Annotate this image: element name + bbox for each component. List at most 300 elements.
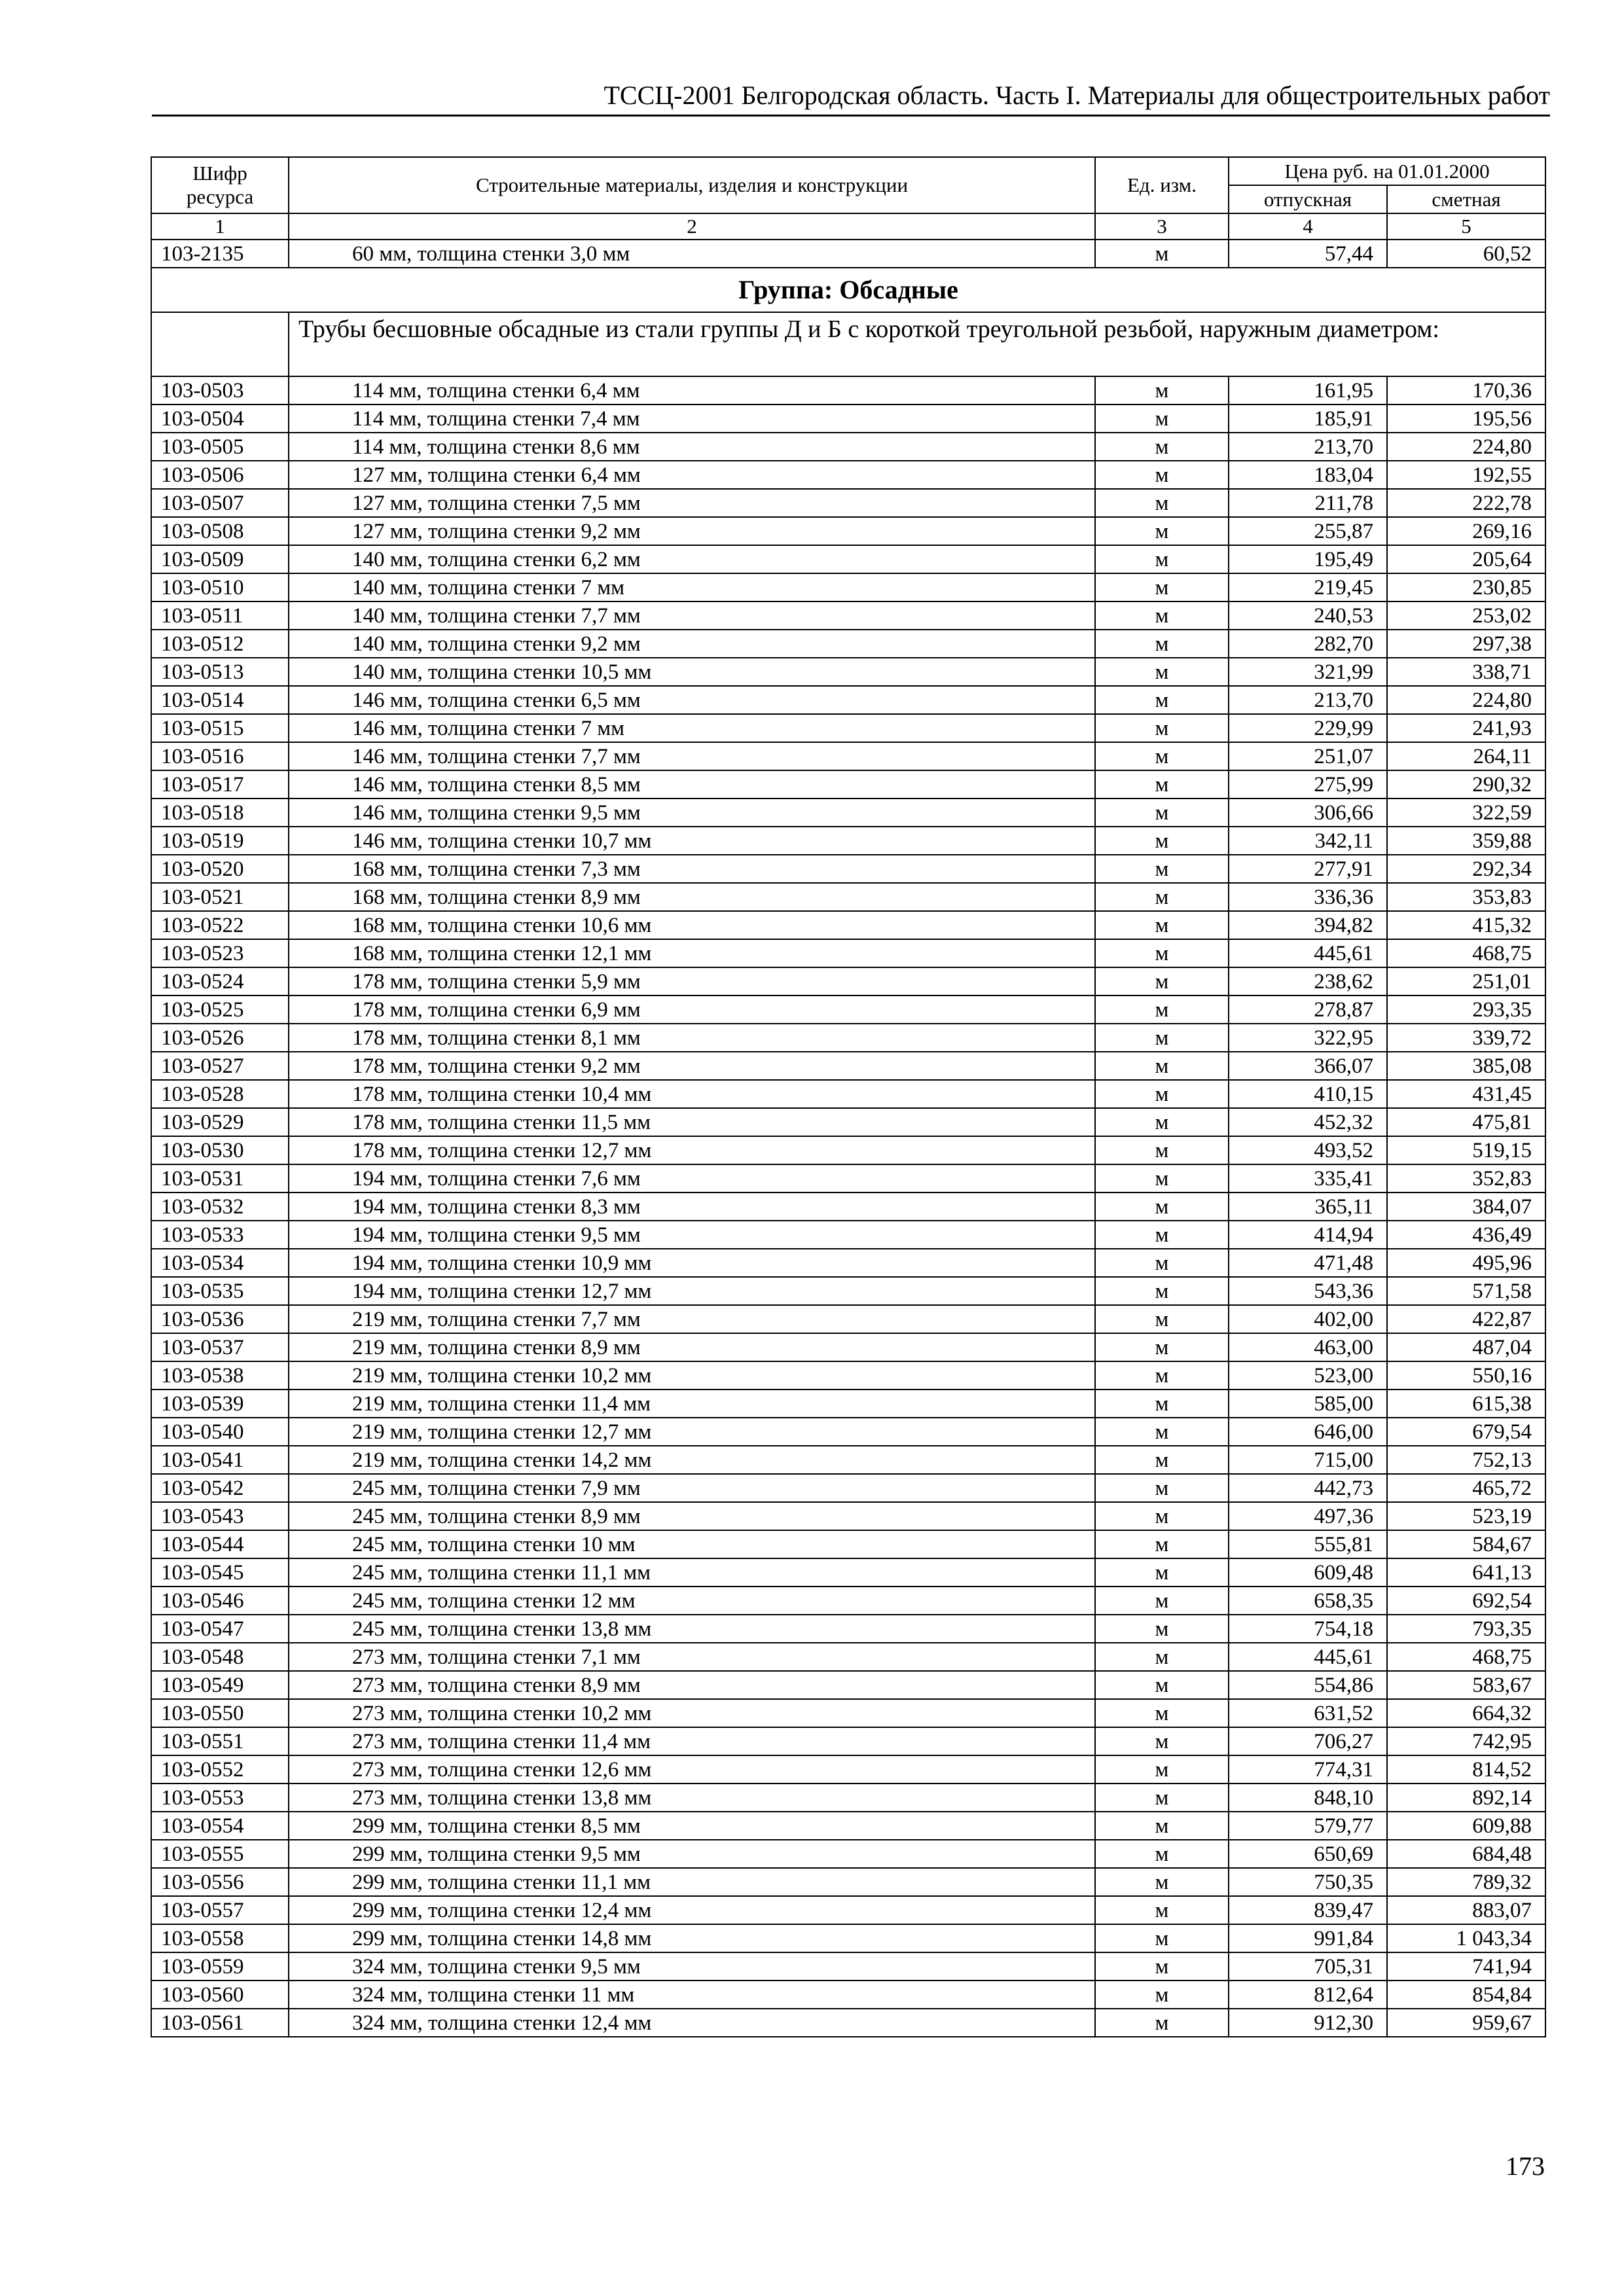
table-row [151,1755,1545,1784]
resource-code-cell: 103-0506 [151,461,289,489]
estimate-price-cell: 241,93 [1387,714,1545,742]
table-row [151,1277,1545,1305]
release-price-cell: 321,99 [1229,658,1387,686]
release-price-cell: 306,66 [1229,798,1387,827]
resource-code-cell: 103-0503 [151,376,289,404]
release-price-cell: 394,82 [1229,911,1387,939]
material-name-cell: 245 мм, толщина стенки 10 мм [289,1530,1095,1558]
material-name-cell: 140 мм, толщина стенки 10,5 мм [289,658,1095,686]
release-price-cell: 452,32 [1229,1108,1387,1136]
table-row [151,2009,1545,2037]
resource-code-cell: 103-0554 [151,1812,289,1840]
unit-cell: м [1095,1108,1229,1136]
resource-code-cell: 103-0550 [151,1699,289,1727]
material-name-cell: 245 мм, толщина стенки 13,8 мм [289,1615,1095,1643]
resource-code-cell: 103-0543 [151,1502,289,1530]
estimate-price-cell: 251,01 [1387,967,1545,996]
estimate-price-cell: 814,52 [1387,1755,1545,1784]
material-name-cell: 273 мм, толщина стенки 13,8 мм [289,1784,1095,1812]
estimate-price-cell: 664,32 [1387,1699,1545,1727]
material-name-cell: 194 мм, толщина стенки 9,5 мм [289,1221,1095,1249]
estimate-price-cell: 495,96 [1387,1249,1545,1277]
resource-code-cell: 103-0526 [151,1024,289,1052]
table-row [151,996,1545,1024]
table-row [151,433,1545,461]
unit-cell: м [1095,1812,1229,1840]
price-table [151,156,1546,2037]
resource-code-cell: 103-0513 [151,658,289,686]
table-row [151,240,1545,268]
unit-cell: м [1095,1615,1229,1643]
resource-code-cell: 103-0541 [151,1446,289,1474]
material-name-cell: 299 мм, толщина стенки 14,8 мм [289,1924,1095,1952]
release-price-cell: 912,30 [1229,2009,1387,2037]
unit-cell: м [1095,461,1229,489]
material-name-cell: 168 мм, толщина стенки 12,1 мм [289,939,1095,967]
material-name-cell: 140 мм, толщина стенки 9,2 мм [289,630,1095,658]
release-price-cell: 238,62 [1229,967,1387,996]
table-row [151,601,1545,630]
table-row [151,1502,1545,1530]
estimate-price-cell: 195,56 [1387,404,1545,433]
table-row [151,1727,1545,1755]
estimate-price-cell: 192,55 [1387,461,1545,489]
unit-cell: м [1095,1530,1229,1558]
material-name-cell: 140 мм, толщина стенки 7,7 мм [289,601,1095,630]
table-row [151,742,1545,770]
material-name-cell: 168 мм, толщина стенки 8,9 мм [289,883,1095,911]
table-row [151,1587,1545,1615]
material-name-cell: 273 мм, толщина стенки 8,9 мм [289,1671,1095,1699]
release-price-cell: 213,70 [1229,686,1387,714]
release-price-cell: 631,52 [1229,1699,1387,1727]
column-number: 1 [151,213,289,240]
resource-code-cell: 103-0521 [151,883,289,911]
release-price-cell: 255,87 [1229,517,1387,545]
release-price-cell: 839,47 [1229,1896,1387,1924]
unit-cell: м [1095,1474,1229,1502]
resource-code-cell: 103-0547 [151,1615,289,1643]
estimate-price-cell: 353,83 [1387,883,1545,911]
header-divider [152,115,1550,117]
table-row [151,1558,1545,1587]
group-title-row [151,268,1545,312]
release-price-cell: 497,36 [1229,1502,1387,1530]
table-row [151,1643,1545,1671]
material-name-cell: 324 мм, толщина стенки 11 мм [289,1981,1095,2009]
release-price-cell: 585,00 [1229,1390,1387,1418]
table-row [151,1221,1545,1249]
unit-cell: м [1095,1249,1229,1277]
resource-code-cell: 103-0544 [151,1530,289,1558]
unit-cell: м [1095,517,1229,545]
unit-cell: м [1095,1587,1229,1615]
material-name-cell: 140 мм, толщина стенки 6,2 мм [289,545,1095,573]
subgroup-title: Трубы бесшовные обсадные из стали группы Д и Б с короткой треугольной резьбой, наружным диаметром: [289,312,1545,376]
estimate-price-cell: 224,80 [1387,433,1545,461]
resource-code-cell: 103-0519 [151,827,289,855]
estimate-price-cell: 384,07 [1387,1193,1545,1221]
release-price-cell: 774,31 [1229,1755,1387,1784]
resource-code-cell: 103-0557 [151,1896,289,1924]
unit-cell: м [1095,1164,1229,1193]
estimate-price-cell: 609,88 [1387,1812,1545,1840]
table-row [151,404,1545,433]
table-row [151,461,1545,489]
table-row [151,686,1545,714]
estimate-price-cell: 752,13 [1387,1446,1545,1474]
unit-cell: м [1095,1361,1229,1390]
material-name-cell: 168 мм, толщина стенки 10,6 мм [289,911,1095,939]
material-name-cell: 146 мм, толщина стенки 10,7 мм [289,827,1095,855]
resource-code-cell: 103-0532 [151,1193,289,1221]
release-price-cell: 161,95 [1229,376,1387,404]
unit-cell: м [1095,1390,1229,1418]
release-price-cell: 366,07 [1229,1052,1387,1080]
table-row [151,517,1545,545]
unit-cell: м [1095,1502,1229,1530]
unit-cell: м [1095,658,1229,686]
resource-code-cell: 103-0537 [151,1333,289,1361]
resource-code-cell: 103-0535 [151,1277,289,1305]
unit-cell: м [1095,1896,1229,1924]
unit-cell: м [1095,1446,1229,1474]
material-name-cell: 299 мм, толщина стенки 12,4 мм [289,1896,1095,1924]
resource-code-cell: 103-0540 [151,1418,289,1446]
table-row [151,1530,1545,1558]
material-name-cell: 146 мм, толщина стенки 7,7 мм [289,742,1095,770]
release-price-cell: 414,94 [1229,1221,1387,1249]
resource-code-cell: 103-0524 [151,967,289,996]
unit-cell: м [1095,1080,1229,1108]
estimate-price-cell: 692,54 [1387,1587,1545,1615]
material-name-cell: 273 мм, толщина стенки 10,2 мм [289,1699,1095,1727]
table-row [151,1333,1545,1361]
release-price-cell: 715,00 [1229,1446,1387,1474]
estimate-price-cell: 385,08 [1387,1052,1545,1080]
release-price-cell: 322,95 [1229,1024,1387,1052]
estimate-price-cell: 465,72 [1387,1474,1545,1502]
resource-code-cell: 103-0505 [151,433,289,461]
release-price-cell: 342,11 [1229,827,1387,855]
release-price-cell: 277,91 [1229,855,1387,883]
header-price-group: Цена руб. на 01.01.2000 [1229,157,1545,185]
estimate-price-cell: 224,80 [1387,686,1545,714]
resource-code-cell: 103-0555 [151,1840,289,1868]
estimate-price-cell: 269,16 [1387,517,1545,545]
page-number: 173 [1506,2151,1545,2181]
table-row [151,1784,1545,1812]
material-name-cell: 245 мм, толщина стенки 12 мм [289,1587,1095,1615]
release-price-cell: 445,61 [1229,939,1387,967]
table-row [151,1418,1545,1446]
resource-code-cell: 103-0512 [151,630,289,658]
material-name-cell: 219 мм, толщина стенки 11,4 мм [289,1390,1095,1418]
unit-cell: м [1095,798,1229,827]
table-row [151,1080,1545,1108]
material-name-cell: 140 мм, толщина стенки 7 мм [289,573,1095,601]
material-name-cell: 219 мм, толщина стенки 7,7 мм [289,1305,1095,1333]
resource-code-cell: 103-0551 [151,1727,289,1755]
resource-code-cell: 103-0518 [151,798,289,827]
material-name-cell: 299 мм, толщина стенки 8,5 мм [289,1812,1095,1840]
unit-cell: м [1095,1784,1229,1812]
unit-cell: м [1095,1052,1229,1080]
resource-code-cell: 103-0536 [151,1305,289,1333]
column-number: 3 [1095,213,1229,240]
resource-code-cell: 103-0552 [151,1755,289,1784]
release-price-cell: 402,00 [1229,1305,1387,1333]
table-row [151,911,1545,939]
table-row [151,855,1545,883]
material-name-cell: 114 мм, толщина стенки 8,6 мм [289,433,1095,461]
material-name-cell: 194 мм, толщина стенки 10,9 мм [289,1249,1095,1277]
material-name-cell: 114 мм, толщина стенки 7,4 мм [289,404,1095,433]
estimate-price-cell: 468,75 [1387,1643,1545,1671]
estimate-price-cell: 359,88 [1387,827,1545,855]
unit-cell: м [1095,433,1229,461]
resource-code-cell: 103-0520 [151,855,289,883]
unit-cell: м [1095,939,1229,967]
release-price-cell: 445,61 [1229,1643,1387,1671]
release-price-cell: 336,36 [1229,883,1387,911]
table-row [151,1305,1545,1333]
table-row [151,545,1545,573]
resource-code-cell: 103-0542 [151,1474,289,1502]
resource-code-cell: 103-0511 [151,601,289,630]
table-row [151,883,1545,911]
unit-cell: м [1095,630,1229,658]
estimate-price-cell: 338,71 [1387,658,1545,686]
table-row [151,1136,1545,1164]
release-price-cell: 442,73 [1229,1474,1387,1502]
table-row [151,1981,1545,2009]
table-row [151,1868,1545,1896]
table-row [151,1390,1545,1418]
unit-cell: м [1095,1333,1229,1361]
column-number: 2 [289,213,1095,240]
resource-code-cell: 103-0517 [151,770,289,798]
material-name-cell: 178 мм, толщина стенки 6,9 мм [289,996,1095,1024]
table-row [151,1615,1545,1643]
resource-code-cell: 103-0529 [151,1108,289,1136]
release-price-cell: 750,35 [1229,1868,1387,1896]
material-name-cell: 114 мм, толщина стенки 6,4 мм [289,376,1095,404]
table-row [151,1474,1545,1502]
table-row [151,1840,1545,1868]
resource-code-cell: 103-0523 [151,939,289,967]
release-price-cell: 658,35 [1229,1587,1387,1615]
unit-cell: м [1095,573,1229,601]
material-name-cell: 324 мм, толщина стенки 12,4 мм [289,2009,1095,2037]
material-name-cell: 219 мм, толщина стенки 12,7 мм [289,1418,1095,1446]
unit-cell: м [1095,770,1229,798]
material-name-cell: 245 мм, толщина стенки 8,9 мм [289,1502,1095,1530]
table-row [151,658,1545,686]
release-price-cell: 278,87 [1229,996,1387,1024]
estimate-price-cell: 290,32 [1387,770,1545,798]
resource-code-cell: 103-0522 [151,911,289,939]
table-row [151,1896,1545,1924]
release-price-cell: 219,45 [1229,573,1387,601]
estimate-price-cell: 415,32 [1387,911,1545,939]
release-price-cell: 991,84 [1229,1924,1387,1952]
table-row [151,1952,1545,1981]
unit-cell: м [1095,1418,1229,1446]
material-name-cell: 178 мм, толщина стенки 11,5 мм [289,1108,1095,1136]
estimate-price-cell: 297,38 [1387,630,1545,658]
unit-cell: м [1095,1136,1229,1164]
table-row [151,770,1545,798]
release-price-cell: 275,99 [1229,770,1387,798]
unit-cell: м [1095,1671,1229,1699]
unit-cell: м [1095,827,1229,855]
estimate-price-cell: 339,72 [1387,1024,1545,1052]
release-price-cell: 229,99 [1229,714,1387,742]
table-row [151,714,1545,742]
release-price-cell: 754,18 [1229,1615,1387,1643]
group-title: Группа: Обсадные [151,268,1545,312]
release-price-cell: 493,52 [1229,1136,1387,1164]
header-unit: Ед. изм. [1095,157,1229,213]
material-name-cell: 324 мм, толщина стенки 9,5 мм [289,1952,1095,1981]
release-price-cell: 543,36 [1229,1277,1387,1305]
material-name-cell: 146 мм, толщина стенки 9,5 мм [289,798,1095,827]
header-price-release: отпускная [1229,185,1387,213]
estimate-price-cell: 741,94 [1387,1952,1545,1981]
unit-cell: м [1095,742,1229,770]
estimate-price-cell: 583,67 [1387,1671,1545,1699]
material-name-cell: 219 мм, толщина стенки 10,2 мм [289,1361,1095,1390]
resource-code-cell: 103-0534 [151,1249,289,1277]
release-price-cell: 812,64 [1229,1981,1387,2009]
release-price-cell: 410,15 [1229,1080,1387,1108]
unit-cell: м [1095,489,1229,517]
page-header-title: ТССЦ-2001 Белгородская область. Часть I. Материалы для общестроительных работ [604,81,1550,110]
resource-code-cell: 103-0538 [151,1361,289,1390]
material-name-cell: 194 мм, толщина стенки 8,3 мм [289,1193,1095,1221]
estimate-price-cell: 793,35 [1387,1615,1545,1643]
resource-code-cell: 103-0531 [151,1164,289,1193]
estimate-price-cell: 641,13 [1387,1558,1545,1587]
unit-cell: м [1095,996,1229,1024]
unit-cell: м [1095,911,1229,939]
material-name-cell: 146 мм, толщина стенки 7 мм [289,714,1095,742]
material-name-cell: 219 мм, толщина стенки 8,9 мм [289,1333,1095,1361]
resource-code-cell: 103-0556 [151,1868,289,1896]
unit-cell: м [1095,967,1229,996]
release-price-cell: 365,11 [1229,1193,1387,1221]
table-row [151,1024,1545,1052]
unit-cell: м [1095,1699,1229,1727]
table-row [151,1812,1545,1840]
unit-cell: м [1095,1840,1229,1868]
resource-code-cell: 103-0508 [151,517,289,545]
estimate-price-cell: 487,04 [1387,1333,1545,1361]
column-number: 5 [1387,213,1545,240]
unit-cell: м [1095,601,1229,630]
release-price-cell: 848,10 [1229,1784,1387,1812]
estimate-price-cell: 436,49 [1387,1221,1545,1249]
table-row [151,967,1545,996]
estimate-price-cell: 222,78 [1387,489,1545,517]
estimate-price-cell: 264,11 [1387,742,1545,770]
resource-code-cell: 103-0548 [151,1643,289,1671]
table-body [151,213,1545,2037]
release-price-cell: 706,27 [1229,1727,1387,1755]
table-row [151,1164,1545,1193]
material-name-cell: 127 мм, толщина стенки 6,4 мм [289,461,1095,489]
table-row [151,1052,1545,1080]
release-price-cell: 609,48 [1229,1558,1387,1587]
resource-code-cell: 103-0559 [151,1952,289,1981]
table-row [151,1671,1545,1699]
material-name-cell: 299 мм, толщина стенки 11,1 мм [289,1868,1095,1896]
release-price-cell: 555,81 [1229,1530,1387,1558]
subgroup-title-row [151,312,1545,376]
unit-cell: м [1095,2009,1229,2037]
unit-cell: м [1095,1952,1229,1981]
empty-cell [151,312,289,376]
estimate-price-cell: 584,67 [1387,1530,1545,1558]
estimate-price-cell: 230,85 [1387,573,1545,601]
table-row [151,1924,1545,1952]
unit-cell: м [1095,1193,1229,1221]
estimate-price-cell: 468,75 [1387,939,1545,967]
estimate-price-cell: 431,45 [1387,1080,1545,1108]
estimate-price-cell: 205,64 [1387,545,1545,573]
table-row [151,1108,1545,1136]
estimate-price-cell: 475,81 [1387,1108,1545,1136]
release-price-cell: 251,07 [1229,742,1387,770]
estimate-price-cell: 571,58 [1387,1277,1545,1305]
estimate-price-cell: 322,59 [1387,798,1545,827]
resource-code-cell: 103-0530 [151,1136,289,1164]
unit-cell: м [1095,1221,1229,1249]
resource-code-cell: 103-0510 [151,573,289,601]
table-row [151,630,1545,658]
estimate-price-cell: 883,07 [1387,1896,1545,1924]
material-name-cell: 60 мм, толщина стенки 3,0 мм [289,240,1095,268]
material-name-cell: 273 мм, толщина стенки 12,6 мм [289,1755,1095,1784]
table-row [151,489,1545,517]
table-row [151,1446,1545,1474]
material-name-cell: 146 мм, толщина стенки 6,5 мм [289,686,1095,714]
column-number: 4 [1229,213,1387,240]
material-name-cell: 178 мм, толщина стенки 9,2 мм [289,1052,1095,1080]
release-price-cell: 185,91 [1229,404,1387,433]
estimate-price-cell: 892,14 [1387,1784,1545,1812]
release-price-cell: 554,86 [1229,1671,1387,1699]
estimate-price-cell: 170,36 [1387,376,1545,404]
release-price-cell: 650,69 [1229,1840,1387,1868]
release-price-cell: 523,00 [1229,1361,1387,1390]
unit-cell: м [1095,1277,1229,1305]
material-name-cell: 219 мм, толщина стенки 14,2 мм [289,1446,1095,1474]
estimate-price-cell: 352,83 [1387,1164,1545,1193]
resource-code-cell: 103-0525 [151,996,289,1024]
table-row [151,1249,1545,1277]
unit-cell: м [1095,855,1229,883]
material-name-cell: 178 мм, толщина стенки 10,4 мм [289,1080,1095,1108]
material-name-cell: 194 мм, толщина стенки 7,6 мм [289,1164,1095,1193]
table-row [151,1699,1545,1727]
resource-code-cell: 103-0528 [151,1080,289,1108]
unit-cell: м [1095,1643,1229,1671]
estimate-price-cell: 519,15 [1387,1136,1545,1164]
resource-code-cell: 103-0553 [151,1784,289,1812]
resource-code-cell: 103-0527 [151,1052,289,1080]
